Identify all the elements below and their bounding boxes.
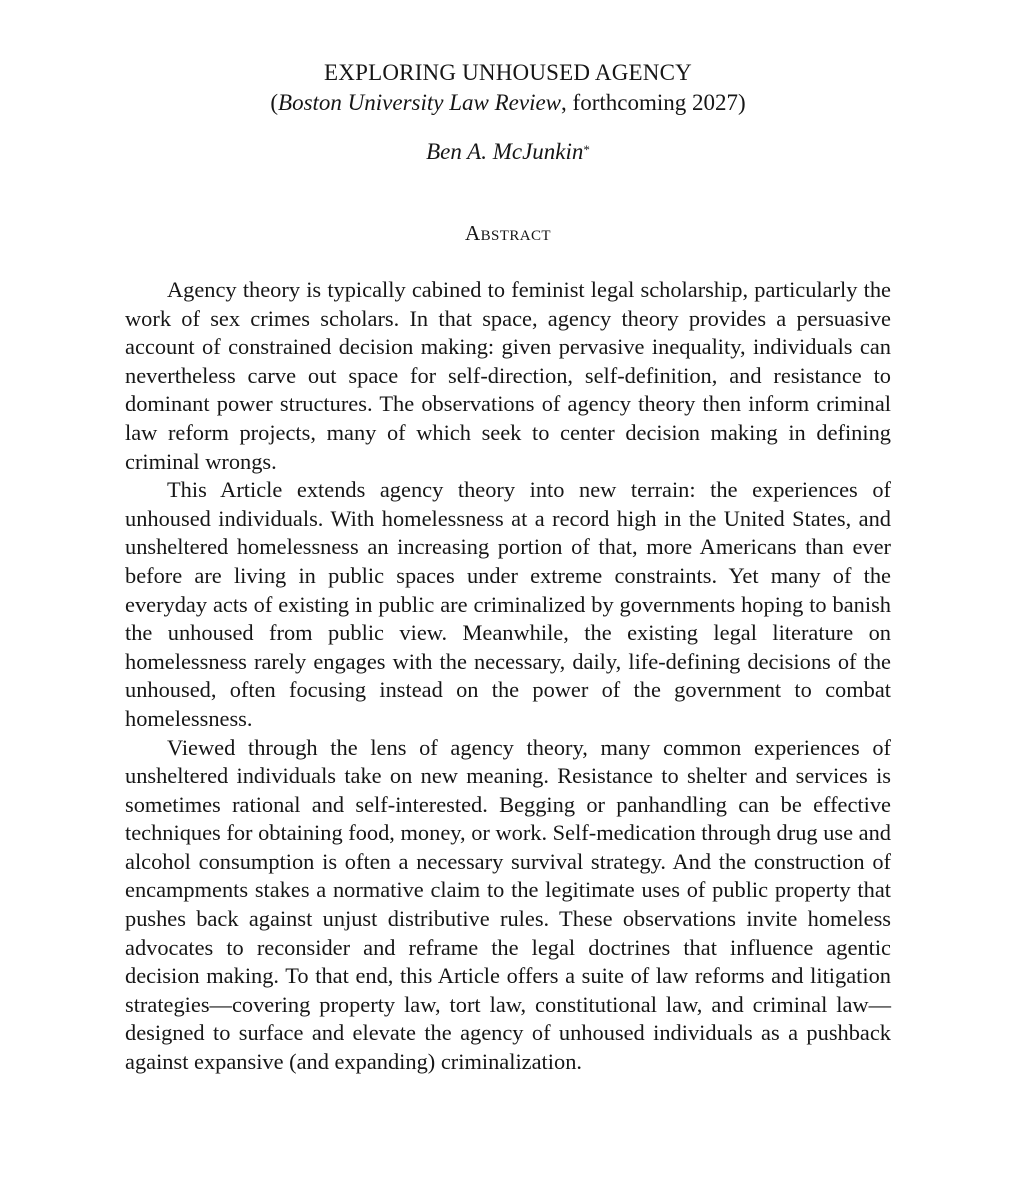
journal-name: Boston University Law Review (278, 90, 562, 115)
venue-status: , forthcoming 2027) (561, 90, 746, 115)
abstract-paragraph-1: Agency theory is typically cabined to feminist legal scholarship, particularly the work of sex crimes scholars. In that space, agency theory provides a persuasive account of constrained decision making: given pervasive inequality, individuals can nevertheless carve out space for self-direction, self-definition, and resistance to dominant power structures. The observations of agency theory then inform criminal law reform projects, many of which seek to center decision making in defining criminal wrongs. (125, 277, 891, 474)
author-name (125, 137, 891, 167)
author-footnote-mark: * (583, 142, 590, 157)
article-title: EXPLORING UNHOUSED AGENCY (324, 60, 692, 85)
abstract-paragraph-3: Viewed through the lens of agency theory, many common experiences of unsheltered individuals take on new meaning. Resistance to shelter and services is sometimes rational and self-interested. Begging or panhandling can be effective techniques for obtaining food, money, or work. Self-medication through drug use and alcohol consumption is often a necessary survival strategy. And the construction of encampments stakes a normative claim to the legitimate uses of public property that pushes back against unjust distributive rules. These observations invite homeless advocates to reconsider and reframe the legal doctrines that influence agentic decision making. To that end, this Article offers a suite of law reforms and litigation strategies—covering property law, tort law, constitutional law, and criminal law—designed to surface and elevate the agency of unhoused individuals as a pushback against expansive (and expanding) criminalization. (125, 734, 891, 1075)
author-name-text: Ben A. McJunkin (426, 139, 584, 164)
abstract-heading: Abstract (465, 221, 551, 245)
document-page (125, 58, 891, 1077)
abstract-paragraph-2: This Article extends agency theory into new terrain: the experiences of unhoused individuals. With homelessness at a record high in the United States, and unsheltered homelessness an increasing portion of that, more Americans than ever before are living in public spaces under extreme constraints. Yet many of the everyday acts of existing in public are criminalized by governments hoping to banish the unhoused from public view. Meanwhile, the existing legal literature on homelessness rarely engages with the necessary, daily, life-defining decisions of the unhoused, often focusing instead on the power of the government to combat homelessness. (125, 477, 891, 731)
abstract-body (125, 276, 891, 1077)
publication-venue (125, 88, 891, 118)
venue-open-paren: ( (270, 90, 279, 115)
